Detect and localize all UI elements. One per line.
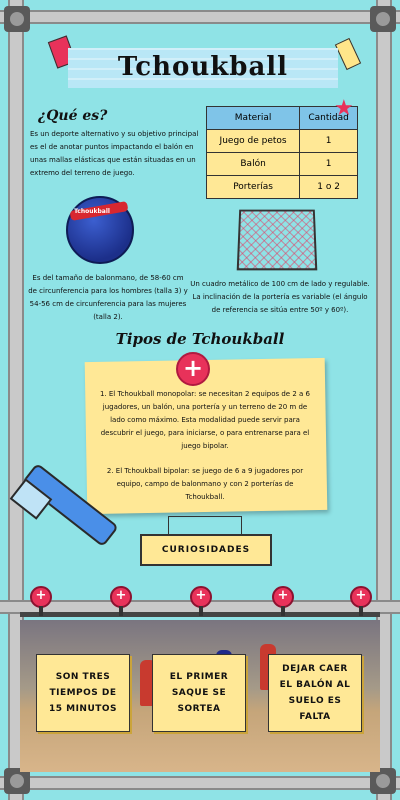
plus-pin-icon: +	[350, 586, 372, 608]
table-cell: 1	[300, 130, 358, 153]
corner-bolt-icon	[4, 6, 30, 32]
table-row	[207, 176, 358, 199]
table-row	[207, 130, 358, 153]
table-cell: Juego de petos	[207, 130, 300, 153]
tape-sticker-icon	[335, 38, 361, 70]
rebounder-frame-image	[237, 210, 318, 271]
curiosity-card	[36, 654, 130, 732]
what-is-heading: ¿Qué es?	[38, 108, 108, 124]
plus-pin-icon: +	[110, 586, 132, 608]
type-monopolar: 1. El Tchoukball monopolar: se necesitan 2 equipos de 2 a 6 jugadores, un balón, una portería y un terreno de 20 m de lado como máximo. Esta modalidad puede servir para descubrir el juego, para iniciarse, o para entrenarse para el juego bipolar.	[99, 390, 310, 450]
table-cell: 1	[300, 153, 358, 176]
plus-icon: +	[176, 352, 210, 386]
curiosity-text: SON TRES TIEMPOS DE 15 MINUTOS	[48, 672, 118, 714]
page-title: Tchoukball	[117, 52, 289, 82]
plus-pin-icon: +	[190, 586, 212, 608]
what-is-text: Es un deporte alternativo y su objetivo principal es el de anotar puntos impactando el balón en unas mallas elásticas que están situadas en un extremo del terreno de juego.	[30, 130, 199, 177]
table-header: Material	[207, 107, 300, 130]
frame-bottom	[0, 776, 400, 790]
plus-pin-icon: +	[272, 586, 294, 608]
ball-logo: Tchoukball	[74, 208, 110, 215]
table-header: Cantidad	[300, 107, 358, 130]
table-cell: Porterías	[207, 176, 300, 199]
types-text	[96, 388, 314, 504]
frame-top	[0, 10, 400, 24]
frame-description: Un cuadro metálico de 100 cm de lado y regulable. La inclinación de la portería es variable (el ángulo de referencia se sitúa entre 50º y 60º).	[190, 280, 370, 314]
curiosity-card	[152, 654, 246, 732]
table-cell: Balón	[207, 153, 300, 176]
ball-description: Es del tamaño de balonmano, de 58-60 cm de circunferencia para los hombres (talla 3) y 54-56 cm de circunferencia para las mujeres (talla 2).	[28, 274, 188, 321]
curiosity-text: EL PRIMER SAQUE SE SORTEA	[169, 672, 229, 714]
type-bipolar: 2. El Tchoukball bipolar: se juego de 6 a 9 jugadores por equipo, campo de balonmano y con 2 porterías de Tchoukball.	[106, 467, 304, 501]
curiosity-text: DEJAR CAER EL BALÓN AL SUELO ES FALTA	[279, 664, 351, 722]
curiosities-label: CURIOSIDADES	[140, 534, 272, 566]
plus-pin-icon: +	[30, 586, 52, 608]
curiosity-card	[268, 654, 362, 732]
star-icon: ★	[334, 96, 354, 121]
types-heading: Tipos de Tchoukball	[115, 330, 285, 348]
corner-bolt-icon	[370, 6, 396, 32]
table-cell: 1 o 2	[300, 176, 358, 199]
table-row	[207, 153, 358, 176]
